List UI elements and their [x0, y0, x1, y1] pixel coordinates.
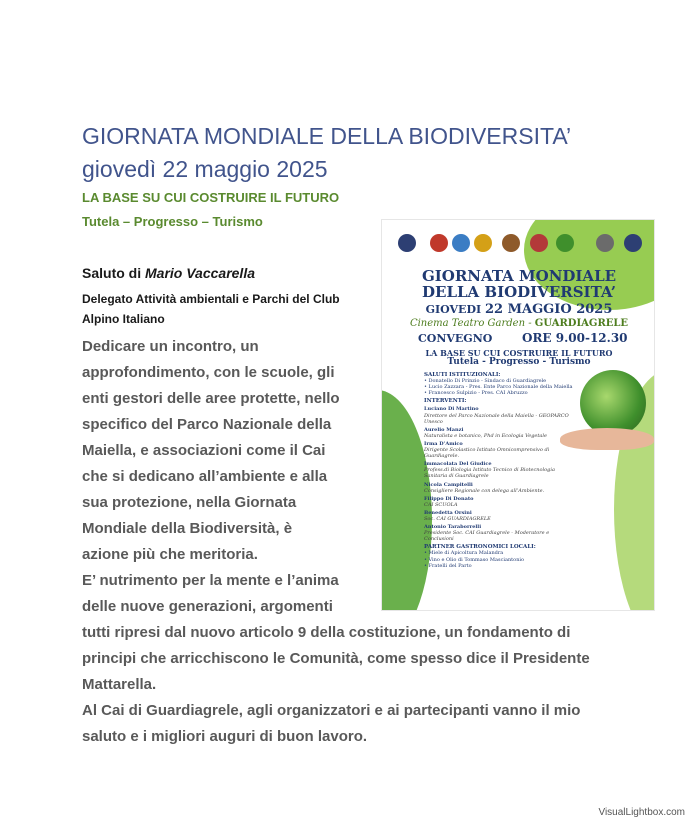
organization-logo-icon	[502, 234, 520, 252]
event-poster	[381, 219, 655, 611]
poster-program	[424, 370, 574, 569]
page-date: giovedì 22 maggio 2025	[82, 156, 328, 182]
poster-speaker-desc: Profess.di Biologia Istituto Tecnico di Biotecnologia Sanitaria di Guardiagrele	[424, 467, 555, 480]
poster-town: GUARDIAGRELE	[534, 318, 629, 329]
poster-motto: LA BASE SU CUI COSTRUIRE IL FUTURO	[425, 348, 613, 358]
body-line: Mattarella.	[82, 676, 157, 693]
poster-list-item: • Francesco Sulpizio - Pres. CAI Abruzzo	[424, 390, 528, 397]
poster-section-heading: INTERVENTI:	[424, 398, 467, 405]
poster-date-value: 22 MAGGIO 2025	[484, 302, 613, 317]
motto: LA BASE SU CUI COSTRUIRE IL FUTURO	[82, 190, 340, 205]
poster-section-heading: PARTNER GASTRONOMICI LOCALI:	[424, 544, 536, 551]
poster-tagline: Tutela - Progresso - Turismo	[447, 357, 591, 367]
poster-list-item: • Lucio Zazzara - Pres. Ente Parco Nazionale della Maiella	[424, 384, 573, 391]
biodiversity-globe-icon	[580, 370, 646, 436]
poster-event: CONVEGNO	[418, 332, 493, 345]
poster-speaker-desc: Dirigente Scolastico Istituto Omnicomprensivo di Guardiagrele.	[424, 447, 550, 460]
body-line: saluto e i migliori auguri di buon lavoro.	[82, 728, 368, 745]
body-line: che si dedicano all’ambiente e alla	[82, 468, 328, 485]
saluto-heading	[82, 265, 255, 281]
body-line: Dedicare un incontro, un	[82, 338, 259, 355]
body-line: azione più che meritoria.	[82, 546, 258, 563]
body-line: Mondiale della Biodiversità, è	[82, 520, 293, 537]
body-line: Maiella, e associazioni come il Cai	[82, 442, 326, 459]
poster-venue-name: Cinema Teatro Garden	[409, 318, 526, 329]
poster-speaker-desc: CAI SCUOLA	[424, 501, 458, 508]
page-title: GIORNATA MONDIALE DELLA BIODIVERSITA’	[82, 123, 572, 149]
poster-speaker-name: Immacolata Del Giudice	[424, 461, 492, 468]
saluto-role	[82, 289, 362, 329]
poster-speaker-name: Benedetta Orsini	[424, 509, 472, 516]
poster-list-item: • Donatello Di Prinzio - Sindaco di Guardiagrele	[424, 378, 547, 385]
unesco-logo-icon	[452, 234, 470, 252]
poster-speaker-desc: Presidente Soc. CAI Guardiagrele - Moderatore e Conclusioni	[424, 530, 550, 543]
poster-title	[382, 268, 655, 300]
body-line: sua protezione, nella Giornata	[82, 494, 297, 511]
poster-speaker-name: Luciano Di Martino	[424, 406, 479, 413]
saluto-role-line2: Alpino Italiano	[82, 312, 165, 326]
poster-date	[382, 302, 655, 317]
saluto-role-line1: Delegato Attività ambientali e Parchi del Club	[82, 292, 340, 306]
comune-logo-icon	[530, 234, 548, 252]
poster-speaker-name: Aurelio Manzi	[424, 426, 464, 433]
poster-speaker-name: Irma D’Amico	[424, 440, 463, 447]
poster-venue: Cinema Teatro Garden - GUARDIAGRELE	[409, 318, 629, 329]
organization-logo-icon	[474, 234, 492, 252]
poster-speaker-desc: Consigliere Regionale con delega all’Ambiente.	[424, 487, 545, 494]
body-line: approfondimento, con le scuole, gli	[82, 364, 335, 381]
body-line: E’ nutrimento per la mente e l’anima	[82, 572, 339, 589]
tagline: Tutela – Progresso – Turismo	[82, 214, 263, 229]
poster-speaker-desc: Direttore del Parco Nazionale della Maiella - GEOPARCO Unesco	[424, 412, 569, 425]
watermark: VisualLightbox.com	[598, 807, 685, 818]
body-line: enti gestori delle aree protette, nello	[82, 390, 340, 407]
poster-list-item: • Vino e Olio di Tommaso Masciantonio	[424, 556, 525, 563]
body-line: delle nuove generazioni, argomenti	[82, 598, 333, 615]
poster-day: GIOVEDI	[425, 303, 482, 316]
saluto-prefix: Saluto di	[82, 265, 145, 281]
poster-title-line2: DELLA BIODIVERSITA’	[422, 283, 616, 301]
poster-list-item: • Miele di Apicoltura Malandra	[424, 550, 504, 557]
body-line: Al Cai di Guardiagrele, agli organizzatori e ai partecipanti vanno il mio	[82, 702, 581, 719]
poster-speaker-desc: Naturalista e botanico, Phd in Ecologia Vegetale	[424, 432, 547, 439]
poster-speaker-name: Filippo Di Donato	[424, 495, 474, 502]
poster-speaker-desc: Soc. CAI GUARDIAGRELE	[424, 515, 491, 522]
poster-logos	[390, 230, 648, 264]
cai-logo-icon	[624, 234, 642, 252]
poster-speaker-name: Nicola Campitelli	[424, 481, 473, 488]
cai-logo-icon	[398, 234, 416, 252]
organization-logo-icon	[430, 234, 448, 252]
body-line: tutti ripresi dal nuovo articolo 9 della costituzione, un fondamento di	[82, 624, 571, 641]
body-line: principi che arricchiscono le Comunità, come spesso dice il Presidente	[82, 650, 590, 667]
hand-icon	[560, 428, 654, 450]
saluto-name: Mario Vaccarella	[145, 265, 255, 281]
poster-title-line1: GIORNATA MONDIALE	[421, 267, 617, 285]
poster-section-heading: SALUTI ISTITUZIONALI:	[424, 372, 501, 378]
poster-speaker-name: Antonio Taraborrelli	[424, 524, 482, 531]
poster-hours: ORE 9.00-12.30	[522, 331, 628, 345]
organization-logo-icon	[556, 234, 574, 252]
body-line: specifico del Parco Nazionale della	[82, 416, 332, 433]
organization-logo-icon	[596, 234, 614, 252]
poster-list-item: • Fratelli del Parto	[424, 562, 472, 569]
